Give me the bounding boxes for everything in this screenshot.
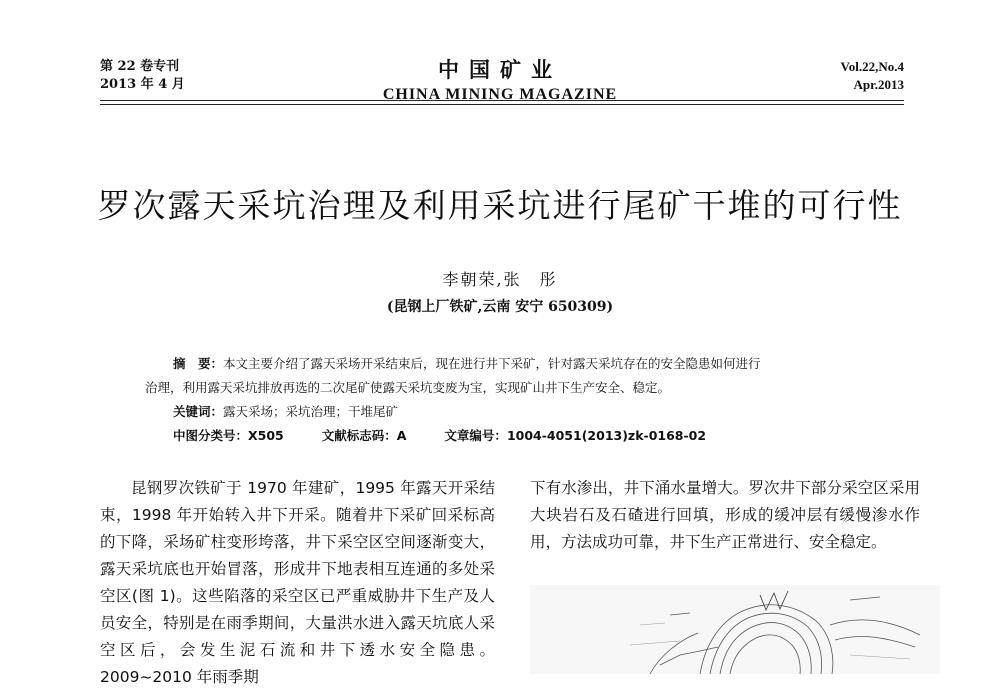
body-column-left	[100, 475, 495, 691]
journal-issue-en	[841, 58, 904, 94]
abstract-line-2: 治理，利用露天采坑排放再选的二次尾矿使露天采坑变废为宝，实现矿山井下生产安全、稳定。	[145, 380, 671, 395]
clc-value: X505	[248, 428, 284, 443]
classification-line	[145, 424, 875, 448]
abstract-text-1: 本文主要介绍了露天采场开采结束后，现在进行井下采矿，针对露天采坑存在的安全隐患如何进行	[223, 356, 761, 371]
header-rule-thick	[100, 100, 904, 101]
volume-en: Vol.22,No.4	[840, 59, 904, 74]
journal-name-en: CHINA MINING MAGAZINE	[382, 86, 618, 103]
authors: 李朝荣,张 彤	[442, 270, 558, 289]
volume-cn: 第 22 卷专刊	[100, 59, 180, 74]
date-cn: 2013 年 4 月	[100, 77, 185, 92]
clc-group	[173, 428, 284, 443]
keywords-line	[145, 400, 875, 424]
mine-map-drawing	[530, 585, 940, 674]
clc-label: 中图分类号：	[173, 428, 249, 443]
abstract-block	[145, 352, 875, 448]
abstract-line-1	[145, 352, 875, 376]
article-title: 罗次露天采坑治理及利用采坑进行尾矿干堆的可行性	[97, 186, 903, 225]
body-column-right	[530, 475, 920, 556]
journal-name-cn: 中国矿业	[438, 58, 562, 82]
body-paragraph-right: 下有水渗出，井下涌水量增大。罗次井下部分采空区采用大块岩石及石碴进行回填，形成的缓冲层有缓慢渗水作用，方法成功可靠，井下生产正常进行、安全稳定。	[530, 479, 920, 551]
mine-map-figure	[530, 585, 940, 674]
article-no-group	[444, 428, 706, 443]
doc-code-value: A	[396, 428, 407, 443]
article-no-value: 1004-4051(2013)zk-0168-02	[506, 428, 707, 443]
doc-code-group	[322, 428, 407, 443]
abstract-label: 摘 要：	[173, 356, 224, 371]
affiliation: (昆钢上厂铁矿,云南 安宁 650309)	[386, 299, 614, 315]
date-en: Apr.2013	[853, 77, 904, 92]
doc-code-label: 文献标志码：	[321, 428, 397, 443]
keywords: 露天采场；采坑治理；干堆尾矿	[223, 404, 399, 419]
keywords-label: 关键词：	[173, 404, 224, 419]
body-paragraph-left: 昆钢罗次铁矿于 1970 年建矿，1995 年露天开采结束，1998 年开始转入井下开采。随着井下采矿回采标高的下降，采场矿柱变形垮落，井下采空区空间逐渐变大，露天采坑底也开始冒落，形成井下地表相互连通的多处采空区(图 1)。这些陷落的采空区已严重威胁井下生产及人员安全，特别是在雨季期间，大量洪水进入露天坑底人采空区后，会发生泥石流和井下透水安全隐患。2009~2010 年雨季期	[100, 479, 495, 686]
article-no-label: 文章编号：	[444, 428, 507, 443]
header-rule-thin	[100, 104, 904, 105]
